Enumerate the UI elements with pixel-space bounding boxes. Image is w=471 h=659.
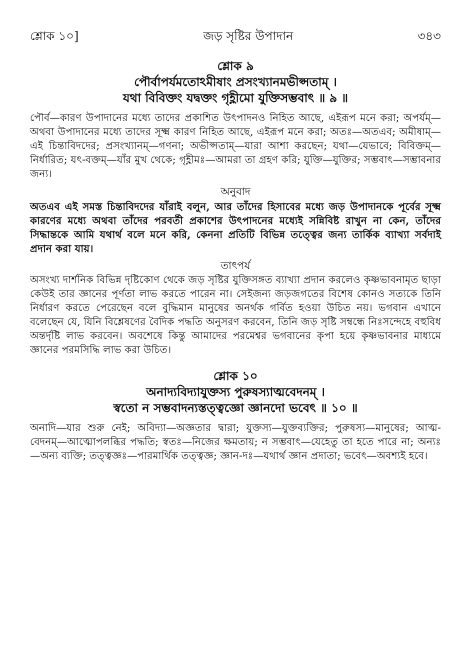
sloka-9-verse-line-2: যথা বিবিক্তং যদ্বক্তং গৃহ্ণীমো যুক্তিসম্ভবাৎ ॥ ৯ ॥ bbox=[122, 91, 349, 105]
sloka-10-verse-line-2: স্বতো ন সম্ভবাদন্যস্তত্ত্বজ্ঞো জ্ঞানদো ভবেৎ ॥ ১০ ॥ bbox=[113, 401, 358, 415]
sloka-9-section bbox=[30, 58, 441, 358]
page-number: ৩৪৩ bbox=[417, 29, 441, 43]
sloka-9-synonyms: পৌর্ব—কারণ উপাদানের মধ্যে তাদের প্রকাশিত উৎপাদনও নিহিত আছে, এইরূপ মনে করা; অপর্যম্—অথবা উপাদানের মধ্যে তাদের সূক্ষ্ম কারণ নিহিত আছে, এইরূপ মনে করা; অতঃ—অতএব; অমীষাম্—এই চিন্তাবিদদের; প্রসংখ্যানম্—গণনা; অভীপ্সতাম্—যারা আশা করছেন; যথা—যেভাবে; বিবিক্তম্—নির্ধারিত; যৎ-বক্তম্—যাঁর মুখ থেকে; গৃহ্ণীমঃ—আমরা তা গ্রহণ করি; যুক্তি—যুক্তির; সম্ভবাৎ—সম্ভাবনার জন্য। bbox=[30, 113, 441, 180]
header-left: শ্লোক ১০] bbox=[30, 29, 79, 43]
sloka-10-section bbox=[30, 368, 441, 464]
sloka-9-purport: অসংখ্য দার্শনিক বিভিন্ন দৃষ্টিকোণ থেকে জড় সৃষ্টির যুক্তিসঙ্গত ব্যাখ্যা প্রদান করলেও কৃষ্ণভাবনামৃত ছাড়া কেউই তার জ্ঞানের পূর্ণতা লাভ করতে পারেন না। সেইজন্য জড়জগতের বিশেষ কোনও সত্যকে তিনি নির্ধারণ করতে পেরেছেন বলে বুদ্ধিমান মানুষের অনর্থক গর্বিত হওয়া উচিত নয়। ভগবান এখানে বলেছেন যে, যিনি বিশ্লেষণের বৈদিক পদ্ধতি অনুসরণ করবেন, তিনি জড় সৃষ্টি সম্বন্ধে নিঃসন্দেহে বহুবিধ অন্তর্দৃষ্টি লাভ করবেন। অবশেষে কিন্তু আমাদের পরমেশ্বর ভগবানের কৃপা হয়ে কৃষ্ণভাবনার মাধ্যমে জ্ঞানের পরমসিদ্ধি লাভ করা উচিত। bbox=[30, 275, 441, 356]
sloka-10-synonyms: অনাদি—যার শুরু নেই; অবিদ্যা—অজ্ঞতার দ্বারা; যুক্তস্য—যুক্তব্যক্তির; পুরুষস্য—মানুষের; আত্ম-বেদনম্—আত্মোপলব্ধির পদ্ধতি; স্বতঃ—নিজের ক্ষমতায়; ন সম্ভবাৎ—যেহেতু তা হতে পারে না; অন্যঃ—অন্য ব্যক্তি; তত্ত্বজ্ঞঃ—পারমার্থিক তত্ত্বজ্ঞ; জ্ঞান-দঃ—যথার্থ জ্ঞান প্রদাতা; ভবেৎ—অবশ্যই হবে। bbox=[30, 423, 441, 462]
running-header bbox=[30, 28, 441, 44]
header-title: জড় সৃষ্টির উপাদান bbox=[203, 29, 294, 43]
purport-label: তাৎপর্য bbox=[220, 260, 251, 272]
translation-label: অনুবাদ bbox=[220, 186, 251, 198]
sloka-10-heading: শ্লোক ১০ bbox=[213, 369, 258, 383]
sloka-9-heading: শ্লোক ৯ bbox=[217, 59, 254, 73]
sloka-9-translation: অতএব এই সমস্ত চিন্তাবিদদের যাঁরাই বলুন, আর তাঁদের হিসাবের মধ্যে জড় উপাদানকে পূর্বের সূক্ষ্ম কারণের মধ্যে অথবা তাঁদের পরবর্তী প্রকাশের উৎপাদনের মধ্যেই সন্নিবিষ্ট রাখুন না কেন, তাঁদের সিদ্ধান্তকে আমি যথার্থ বলে মনে করি, কেননা প্রতিটি বিভিন্ন তত্ত্বের জন্য তার্কিক ব্যাখ্যা সর্বদাই প্রদান করা যায়। bbox=[30, 201, 441, 255]
sloka-9-verse-line-1: পৌর্বাপর্যমতোঽমীষাং প্রসংখ্যানমভীপ্সতাম্ । bbox=[134, 75, 337, 89]
sloka-10-verse-line-1: অনাদ্যবিদ্যাযুক্তস্য পুরুষস্যাত্মবেদনম্ । bbox=[146, 385, 325, 399]
